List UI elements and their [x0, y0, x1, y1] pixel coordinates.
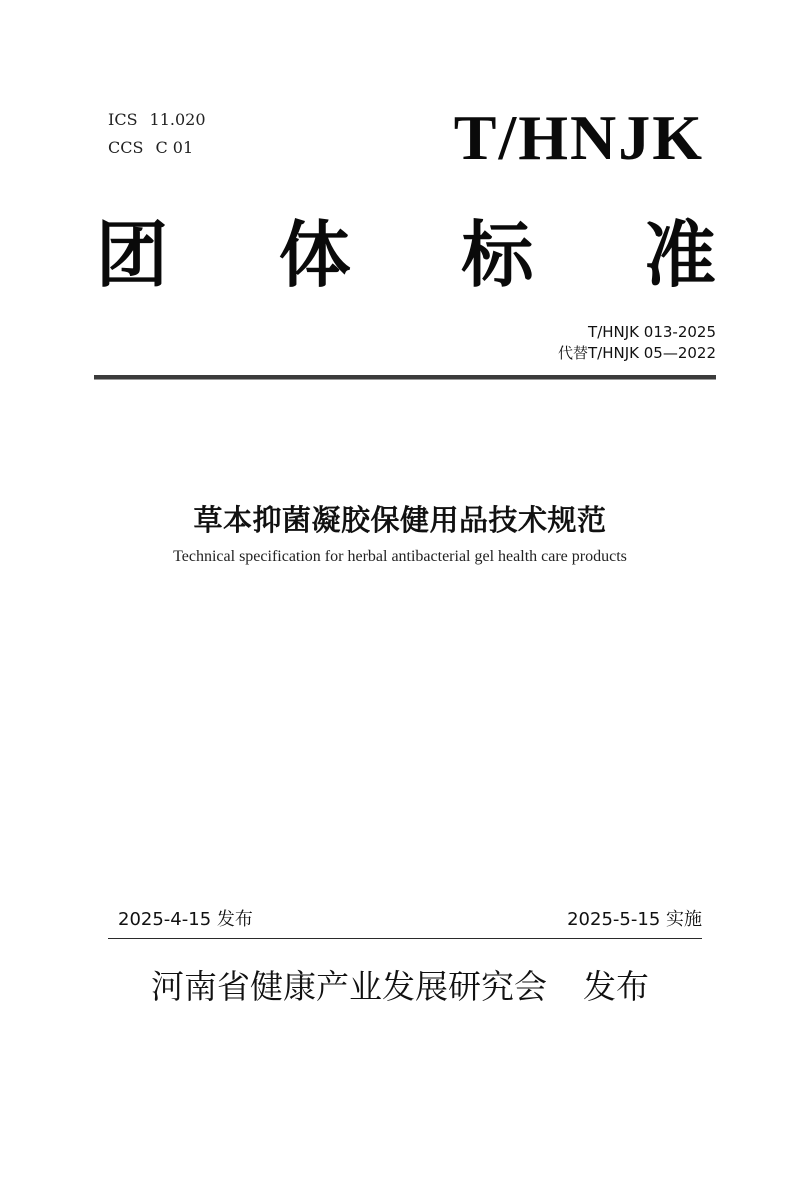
org-code: T/HNJK [453, 102, 704, 173]
implementation-date: 2025-5-15 实施 [567, 909, 702, 930]
publisher-name: 河南省健康产业发展研究会 [151, 967, 547, 1006]
standard-type-char: 体 [278, 213, 351, 297]
ics-label: ICS [108, 110, 138, 129]
standard-type-char: 标 [461, 213, 534, 297]
ccs-label: CCS [108, 138, 144, 157]
ics-value: 11.020 [149, 110, 206, 129]
standard-type-char: 准 [643, 213, 716, 297]
footer-divider [108, 938, 702, 939]
ics-row [108, 106, 206, 134]
classification-block [108, 106, 206, 162]
standard-type-title [96, 210, 716, 300]
issue-date: 2025-4-15 发布 [118, 909, 253, 930]
ccs-value: C 01 [155, 138, 194, 157]
ccs-row [108, 134, 206, 162]
replaces-standard: 代替T/HNJK 05—2022 [557, 344, 716, 362]
standard-number: T/HNJK 013-2025 [588, 323, 716, 341]
publisher-line [0, 962, 800, 1012]
header-divider-shadow [94, 379, 716, 380]
publisher-action: 发布 [583, 967, 649, 1006]
document-title-zh: 草本抑菌凝胶保健用品技术规范 [193, 503, 607, 537]
standard-type-char: 团 [96, 213, 169, 297]
standard-number-block [558, 322, 716, 364]
document-title-en: Technical specification for herbal antibacterial gel health care products [173, 548, 627, 565]
